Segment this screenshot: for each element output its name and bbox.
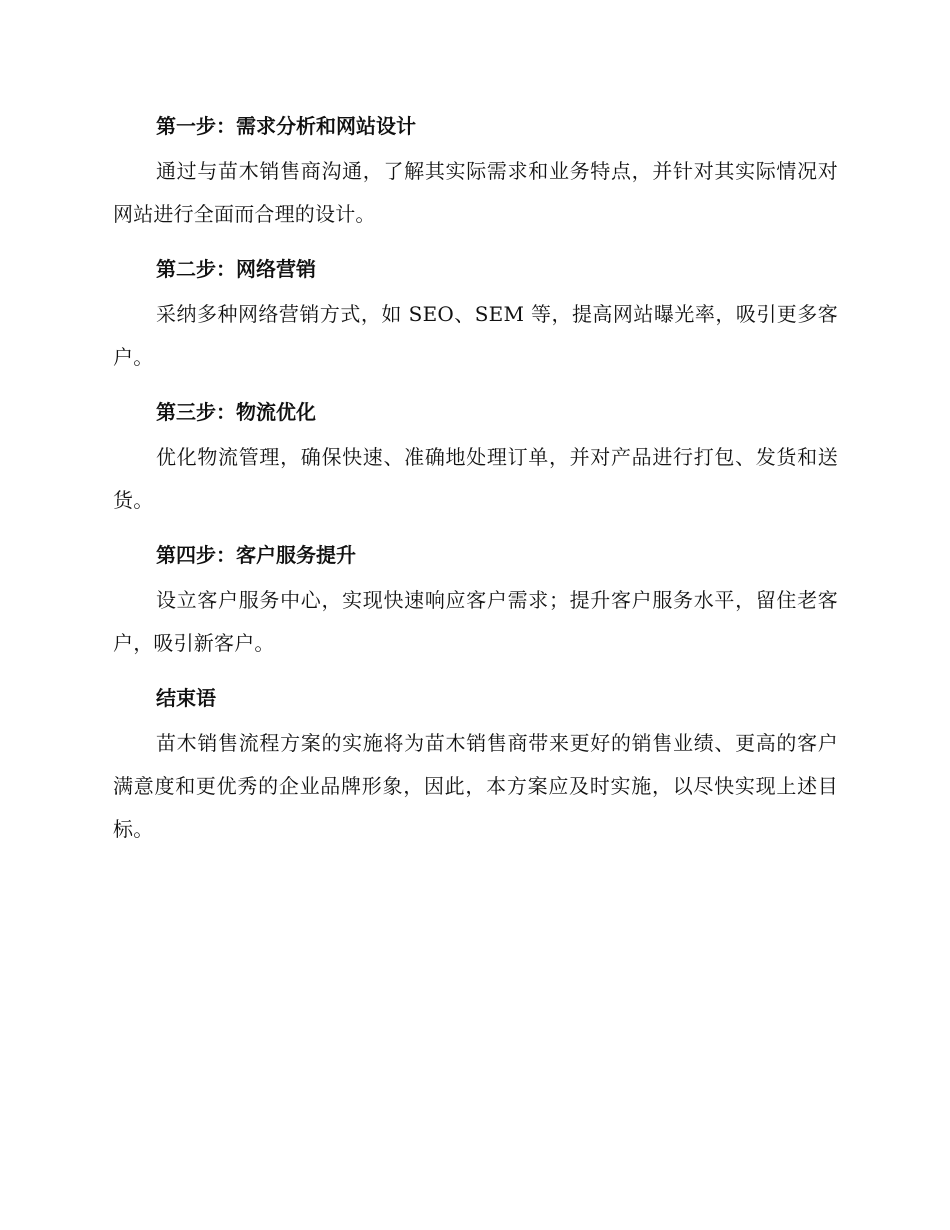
section-paragraph: 通过与苗木销售商沟通，了解其实际需求和业务特点，并针对其实际情况对网站进行全面而合理的设计。 — [113, 159, 838, 226]
section-step-2 — [113, 249, 838, 379]
section-heading: 结束语 — [156, 686, 216, 710]
section-step-1 — [113, 106, 838, 236]
document-content — [113, 106, 838, 864]
section-paragraph: 苗木销售流程方案的实施将为苗木销售商带来更好的销售业绩、更高的客户满意度和更优秀的企业品牌形象，因此，本方案应及时实施，以尽快实现上述目标。 — [113, 731, 838, 841]
section-heading: 第四步：客户服务提升 — [156, 543, 356, 567]
section-conclusion — [113, 678, 838, 851]
section-step-3 — [113, 392, 838, 522]
section-paragraph: 采纳多种网络营销方式，如 SEO、SEM 等，提高网站曝光率，吸引更多客户。 — [113, 302, 838, 369]
section-step-4 — [113, 535, 838, 665]
section-paragraph: 优化物流管理，确保快速、准确地处理订单，并对产品进行打包、发货和送货。 — [113, 445, 838, 512]
section-heading: 第三步：物流优化 — [156, 400, 316, 424]
section-paragraph: 设立客户服务中心，实现快速响应客户需求；提升客户服务水平，留住老客户，吸引新客户。 — [113, 588, 838, 655]
section-heading: 第二步：网络营销 — [156, 257, 316, 281]
section-heading: 第一步：需求分析和网站设计 — [156, 114, 416, 138]
